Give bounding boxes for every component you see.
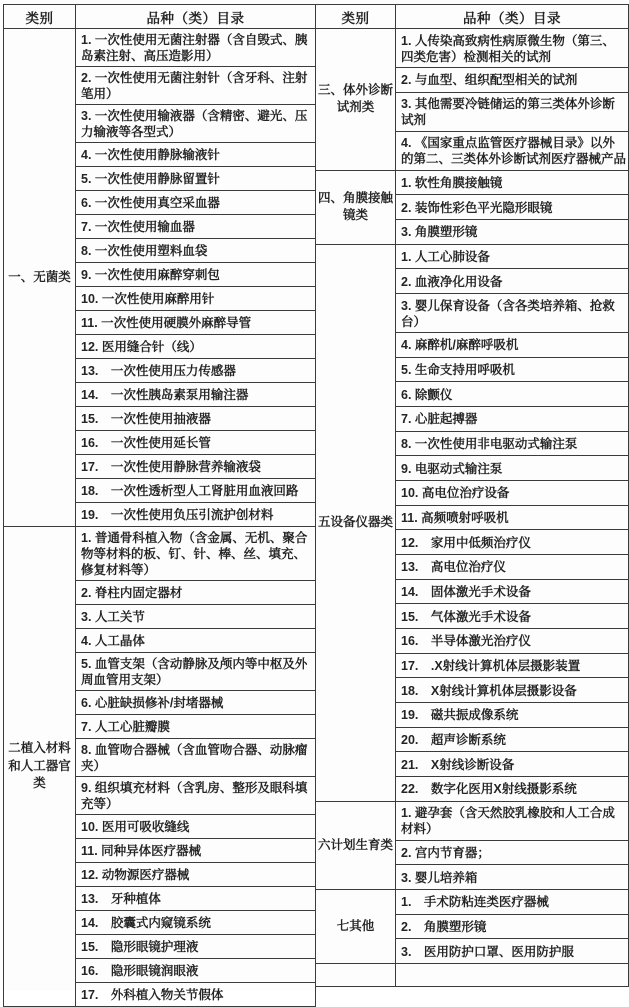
- table-row: [316, 963, 629, 986]
- category-cell: 三、体外诊断试剂类: [316, 29, 396, 171]
- table-row: [316, 801, 629, 840]
- item-cell: 9. 组织填充材料（含乳房、整形及眼科填充等）: [76, 777, 316, 815]
- item-cell: 4. 一次性使用静脉输液针: [76, 143, 316, 167]
- item-cell: 3. 人工关节: [76, 605, 316, 629]
- item-cell: 11. 高频喷射呼吸机: [396, 505, 629, 530]
- item-cell: 15. 隐形眼镜护理液: [76, 935, 316, 959]
- item-cell: 2. 血液净化用设备: [396, 269, 629, 294]
- item-cell: 3. 婴儿保育设备（含各类培养箱、抢救台）: [396, 294, 629, 333]
- item-cell: 10. 一次性使用麻醉用针: [76, 287, 316, 311]
- right-table: [315, 4, 629, 987]
- item-cell: 20. 超声诊断系统: [396, 727, 629, 752]
- category-cell: 六计划生育类: [316, 801, 396, 889]
- category-cell: 四、角膜接触镜类: [316, 170, 396, 244]
- table-row: [4, 527, 316, 581]
- item-cell: [396, 963, 629, 986]
- item-cell: 1. 人工心肺设备: [396, 244, 629, 269]
- item-cell: 18. X射线计算机体层摄影设备: [396, 678, 629, 703]
- category-cell: [316, 963, 396, 986]
- category-cell: 一、无菌类: [4, 29, 76, 527]
- table-row: [4, 29, 316, 67]
- item-cell: 13. 牙种植体: [76, 887, 316, 911]
- header-catalog-label: 品种（类）目录: [76, 5, 316, 29]
- item-cell: 6. 心脏缺损修补/封堵器械: [76, 691, 316, 715]
- item-cell: 21. X射线诊断设备: [396, 752, 629, 777]
- item-cell: 10. 高电位治疗设备: [396, 481, 629, 506]
- item-cell: 7. 人工心脏瓣膜: [76, 715, 316, 739]
- item-cell: 1. 手术防粘连类医疗器械: [396, 889, 629, 914]
- item-cell: 6. 除颤仪: [396, 382, 629, 407]
- table-row: [316, 244, 629, 269]
- header-category-label: 类别: [4, 5, 76, 29]
- item-cell: 3. 医用防护口罩、医用防护服: [396, 939, 629, 964]
- item-cell: 4. 麻醉机/麻醉呼吸机: [396, 333, 629, 358]
- item-cell: 15. 一次性使用抽液器: [76, 407, 316, 431]
- item-cell: 1. 避孕套（含天然胶乳橡胶和人工合成材料）: [396, 801, 629, 840]
- item-cell: 14. 固体激光手术设备: [396, 579, 629, 604]
- left-table: [3, 4, 316, 1007]
- category-cell: 七其他: [316, 889, 396, 963]
- item-cell: 12. 家用中低频治疗仪: [396, 530, 629, 555]
- item-cell: 17. 外科植入物关节假体: [76, 983, 316, 1007]
- item-cell: 22. 数字化医用X射线摄影系统: [396, 776, 629, 801]
- item-cell: 8. 一次性使用塑料血袋: [76, 239, 316, 263]
- item-cell: 1. 普通骨科植入物（含金属、无机、聚合物等材料的板、钉、针、棒、丝、填充、修复材料等）: [76, 527, 316, 581]
- item-cell: 16. 隐形眼镜润眼液: [76, 959, 316, 983]
- item-cell: 13. 高电位治疗仪: [396, 555, 629, 580]
- item-cell: 10. 医用可吸收缝线: [76, 815, 316, 839]
- item-cell: 4. 人工晶体: [76, 629, 316, 653]
- item-cell: 5. 一次性使用静脉留置针: [76, 167, 316, 191]
- item-cell: 14. 胶囊式内窥镜系统: [76, 911, 316, 935]
- item-cell: 16. 半导体激光治疗仪: [396, 629, 629, 654]
- item-cell: 11. 一次性使用硬膜外麻醉导管: [76, 311, 316, 335]
- item-cell: 1. 人传染高致病性病原微生物（第三、四类危害）检测相关的试剂: [396, 29, 629, 68]
- item-cell: 8. 血管吻合器械（含血管吻合器、动脉瘤夹）: [76, 739, 316, 777]
- item-cell: 2. 一次性使用无菌注射针（含牙科、注射笔用）: [76, 67, 316, 105]
- item-cell: 1. 软性角膜接触镜: [396, 170, 629, 195]
- item-cell: 15. 气体激光手术设备: [396, 604, 629, 629]
- item-cell: 19. 磁共振成像系统: [396, 702, 629, 727]
- item-cell: 2. 角膜塑形镜: [396, 914, 629, 939]
- item-cell: 3. 婴儿培养箱: [396, 865, 629, 890]
- item-cell: 5. 生命支持用呼吸机: [396, 357, 629, 382]
- table-row: [316, 29, 629, 68]
- item-cell: 1. 一次性使用无菌注射器（含自毁式、胰岛素注射、高压造影用）: [76, 29, 316, 67]
- item-cell: 6. 一次性使用真空采血器: [76, 191, 316, 215]
- item-cell: 2. 脊柱内固定器材: [76, 581, 316, 605]
- item-cell: 2. 与血型、组织配型相关的试剂: [396, 68, 629, 93]
- item-cell: 19. 一次性使用负压引流护创材料: [76, 503, 316, 527]
- table-row: [316, 170, 629, 195]
- item-cell: 5. 血管支架（含动静脉及颅内等中枢及外周血管用支架）: [76, 653, 316, 691]
- catalog-tables: [3, 4, 627, 1007]
- item-cell: 18. 一次性透析型人工肾脏用血液回路: [76, 479, 316, 503]
- item-cell: 14. 一次性胰岛素泵用输注器: [76, 383, 316, 407]
- header-catalog-label: 品种（类）目录: [396, 5, 629, 29]
- category-cell: 五设备仪器类: [316, 244, 396, 801]
- item-cell: 7. 一次性使用输血器: [76, 215, 316, 239]
- item-cell: 11. 同种异体医疗器械: [76, 839, 316, 863]
- item-cell: 3. 角膜塑形镜: [396, 220, 629, 245]
- item-cell: 4. 《国家重点监管医疗器械目录》以外的第二、三类体外诊断试剂医疗器械产品: [396, 131, 629, 170]
- item-cell: 13. 一次性使用压力传感器: [76, 359, 316, 383]
- header-row: [316, 5, 629, 29]
- item-cell: 17. 一次性使用静脉营养输液袋: [76, 455, 316, 479]
- item-cell: 9. 电驱动式输注泵: [396, 456, 629, 481]
- item-cell: 12. 医用缝合针（线）: [76, 335, 316, 359]
- item-cell: 17. .X射线计算机体层摄影装置: [396, 653, 629, 678]
- item-cell: 8. 一次性使用非电驱动式输注泵: [396, 431, 629, 456]
- item-cell: 2. 宫内节育器；: [396, 840, 629, 865]
- item-cell: 3. 其他需要冷链储运的第三类体外诊断试剂: [396, 92, 629, 131]
- item-cell: 16. 一次性使用延长管: [76, 431, 316, 455]
- item-cell: 12. 动物源医疗器械: [76, 863, 316, 887]
- table-row: [316, 889, 629, 914]
- category-cell: 二植入材料和人工器官类: [4, 527, 76, 1007]
- header-row: [4, 5, 316, 29]
- item-cell: 9. 一次性使用麻醉穿刺包: [76, 263, 316, 287]
- item-cell: 3. 一次性使用输液器（含精密、避光、压力输液等各型式）: [76, 105, 316, 143]
- item-cell: 2. 装饰性彩色平光隐形眼镜: [396, 195, 629, 220]
- item-cell: 7. 心脏起搏器: [396, 407, 629, 432]
- header-category-label: 类别: [316, 5, 396, 29]
